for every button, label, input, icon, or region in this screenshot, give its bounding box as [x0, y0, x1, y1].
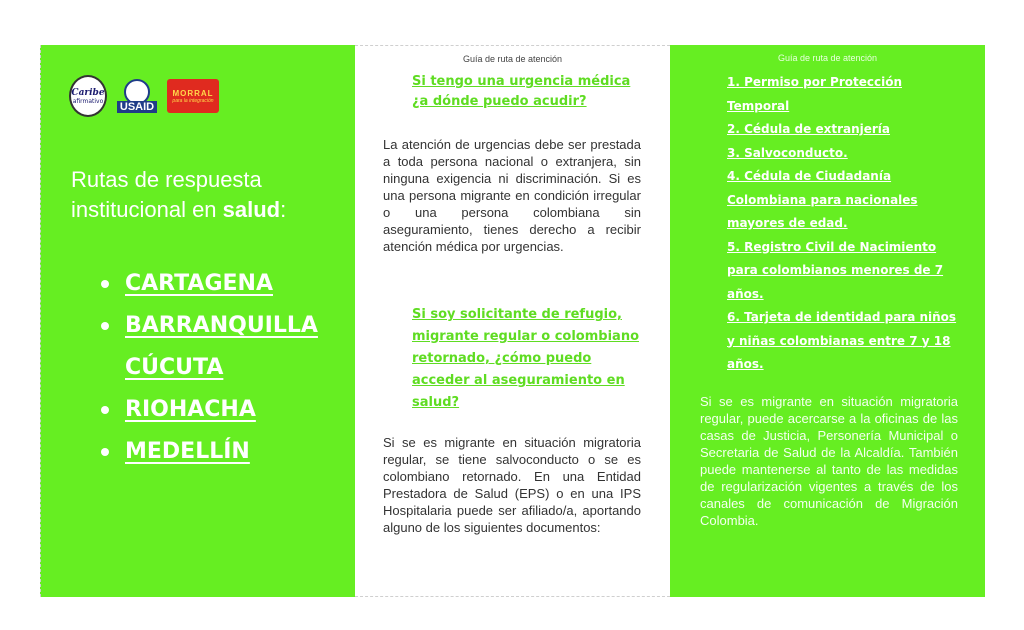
city-link-barranquilla[interactable]: BARRANQUILLA [101, 305, 318, 347]
city-link-cucuta[interactable]: CÚCUTA [125, 355, 224, 380]
document-item[interactable]: 2. Cédula de extranjería [727, 122, 891, 136]
title-colon: : [280, 196, 287, 222]
insurance-paragraph: Si se es migrante en situación migratoria regular, se tiene salvoconducto o se es colombiano retornado. En una Entidad Prestadora de Salud (EPS) o en una IPS Hospitalaria puede ser afiliado/a, aportando alguno de los siguientes documentos: [383, 435, 641, 535]
logo-row [69, 75, 219, 117]
usaid-logo [115, 75, 159, 117]
morral-logo-subtext: para la integración [172, 97, 214, 104]
caribe-afirmativo-logo [69, 75, 107, 117]
caribe-logo-text: Caribe [71, 87, 105, 98]
document-item[interactable]: 1. Permiso por Protección Temporal [727, 75, 903, 113]
middle-panel [355, 45, 670, 597]
right-header: Guía de ruta de atención [777, 53, 878, 63]
document-item[interactable]: 4. Cédula de Ciudadanía Colombiana para nacionales mayores de edad. [727, 169, 918, 230]
caribe-logo-subtext: afirmativo [72, 97, 104, 105]
urgency-question-link[interactable]: Si tengo una urgencia médica ¿a dónde puedo acudir? [412, 74, 631, 109]
urgency-paragraph: La atención de urgencias debe ser prestada a toda persona nacional o extranjera, sin ninguna exigencia ni discriminación. Si es una persona migrante en condición irregular o una persona colombiana sin aseguramiento, tienes derecho a recibir atención médica por urgencias. [383, 137, 641, 254]
left-panel [40, 45, 355, 597]
document-item[interactable]: 5. Registro Civil de Nacimiento para colombianos menores de 7 años. [727, 239, 944, 301]
city-list [101, 263, 318, 473]
title-text: Rutas de respuesta institucional en [71, 167, 262, 222]
morral-logo [167, 79, 219, 113]
middle-header: Guía de ruta de atención [462, 54, 563, 64]
document-item[interactable]: 6. Tarjeta de identidad para niños y niñas colombianas entre 7 y 18 años. [727, 310, 957, 371]
city-link-cartagena[interactable]: CARTAGENA [101, 263, 318, 305]
insurance-question-link[interactable]: Si soy solicitante de refugio, migrante regular o colombiano retornado, ¿cómo puedo acceder al aseguramiento en salud? [412, 307, 640, 410]
city-link-riohacha[interactable]: RIOHACHA [101, 389, 318, 431]
page-title [71, 165, 341, 224]
document-list [727, 71, 962, 377]
morral-logo-text: MORRAL [172, 88, 214, 98]
usaid-logo-text: USAID [117, 101, 157, 113]
right-panel [670, 45, 985, 597]
regularization-paragraph: Si se es migrante en situación migratoria regular, puede acercarse a la oficinas de las casas de Justicia, Personería Municipal o Secretaria de Salud de la Alcaldía. También puede mantenerse al tanto de las medidas de regularización vigentes a través de los canales de comunicación de Migración Colombia. [700, 394, 958, 528]
document-item[interactable]: 3. Salvoconducto. [727, 145, 848, 160]
city-link-medellin[interactable]: MEDELLÍN [101, 431, 318, 473]
title-strong: salud [222, 196, 281, 222]
